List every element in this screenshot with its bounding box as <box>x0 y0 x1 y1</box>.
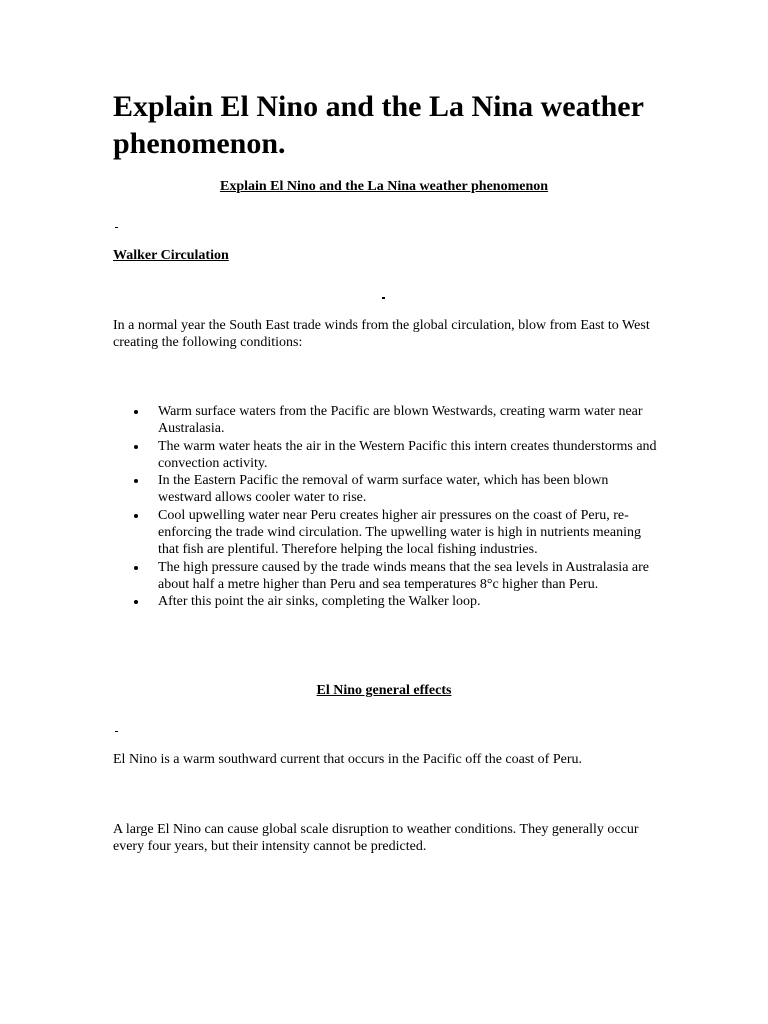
intro-paragraph: In a normal year the South East trade winds from the global circulation, blow from East to West creating the following conditions: <box>113 318 650 350</box>
list-item-text: The high pressure caused by the trade winds means that the sea levels in Australasia are about half a metre higher than Peru and sea temperatures 8°c higher than Peru. <box>158 559 650 592</box>
list-item-text: Warm surface waters from the Pacific are blown Westwards, creating warm water near Australasia. <box>158 404 643 437</box>
document-title: Explain El Nino and the La Nina weather phenomenon. <box>113 90 644 160</box>
bullet-icon <box>134 566 138 570</box>
conditions-list <box>113 403 663 611</box>
document-subtitle: Explain El Nino and the La Nina weather phenomenon <box>219 179 549 194</box>
list-item <box>113 438 663 473</box>
bullet-icon <box>134 479 138 483</box>
list-item-text: After this point the air sinks, completing the Walker loop. <box>158 594 481 610</box>
list-item-text: Cool upwelling water near Peru creates higher air pressures on the coast of Peru, re-enforcing the trade wind circulation. The upwelling water is high in nutrients meaning that fish are plentiful. Therefore helping the local fishing industries. <box>158 507 641 558</box>
el-nino-paragraph-2: A large El Nino can cause global scale disruption to weather conditions. They generally occur every four years, but their intensity cannot be predicted. <box>113 822 639 854</box>
list-item <box>113 507 663 559</box>
walker-circulation-heading: Walker Circulation <box>113 248 229 263</box>
bullet-icon <box>134 410 138 414</box>
bullet-icon <box>134 514 138 518</box>
list-item <box>113 559 663 594</box>
stray-mark <box>115 731 118 732</box>
el-nino-paragraph-1: El Nino is a warm southward current that occurs in the Pacific off the coast of Peru. <box>113 752 582 767</box>
el-nino-effects-heading: El Nino general effects <box>316 683 452 698</box>
list-item <box>113 593 663 610</box>
stray-mark <box>115 227 118 228</box>
stray-mark <box>382 297 385 299</box>
list-item <box>113 403 663 438</box>
bullet-icon <box>134 445 138 449</box>
bullet-icon <box>134 600 138 604</box>
list-item-text: In the Eastern Pacific the removal of warm surface water, which has been blown westward allows cooler water to rise. <box>158 473 609 506</box>
list-item-text: The warm water heats the air in the Western Pacific this intern creates thunderstorms and convection activity. <box>158 438 657 471</box>
list-item <box>113 472 663 507</box>
